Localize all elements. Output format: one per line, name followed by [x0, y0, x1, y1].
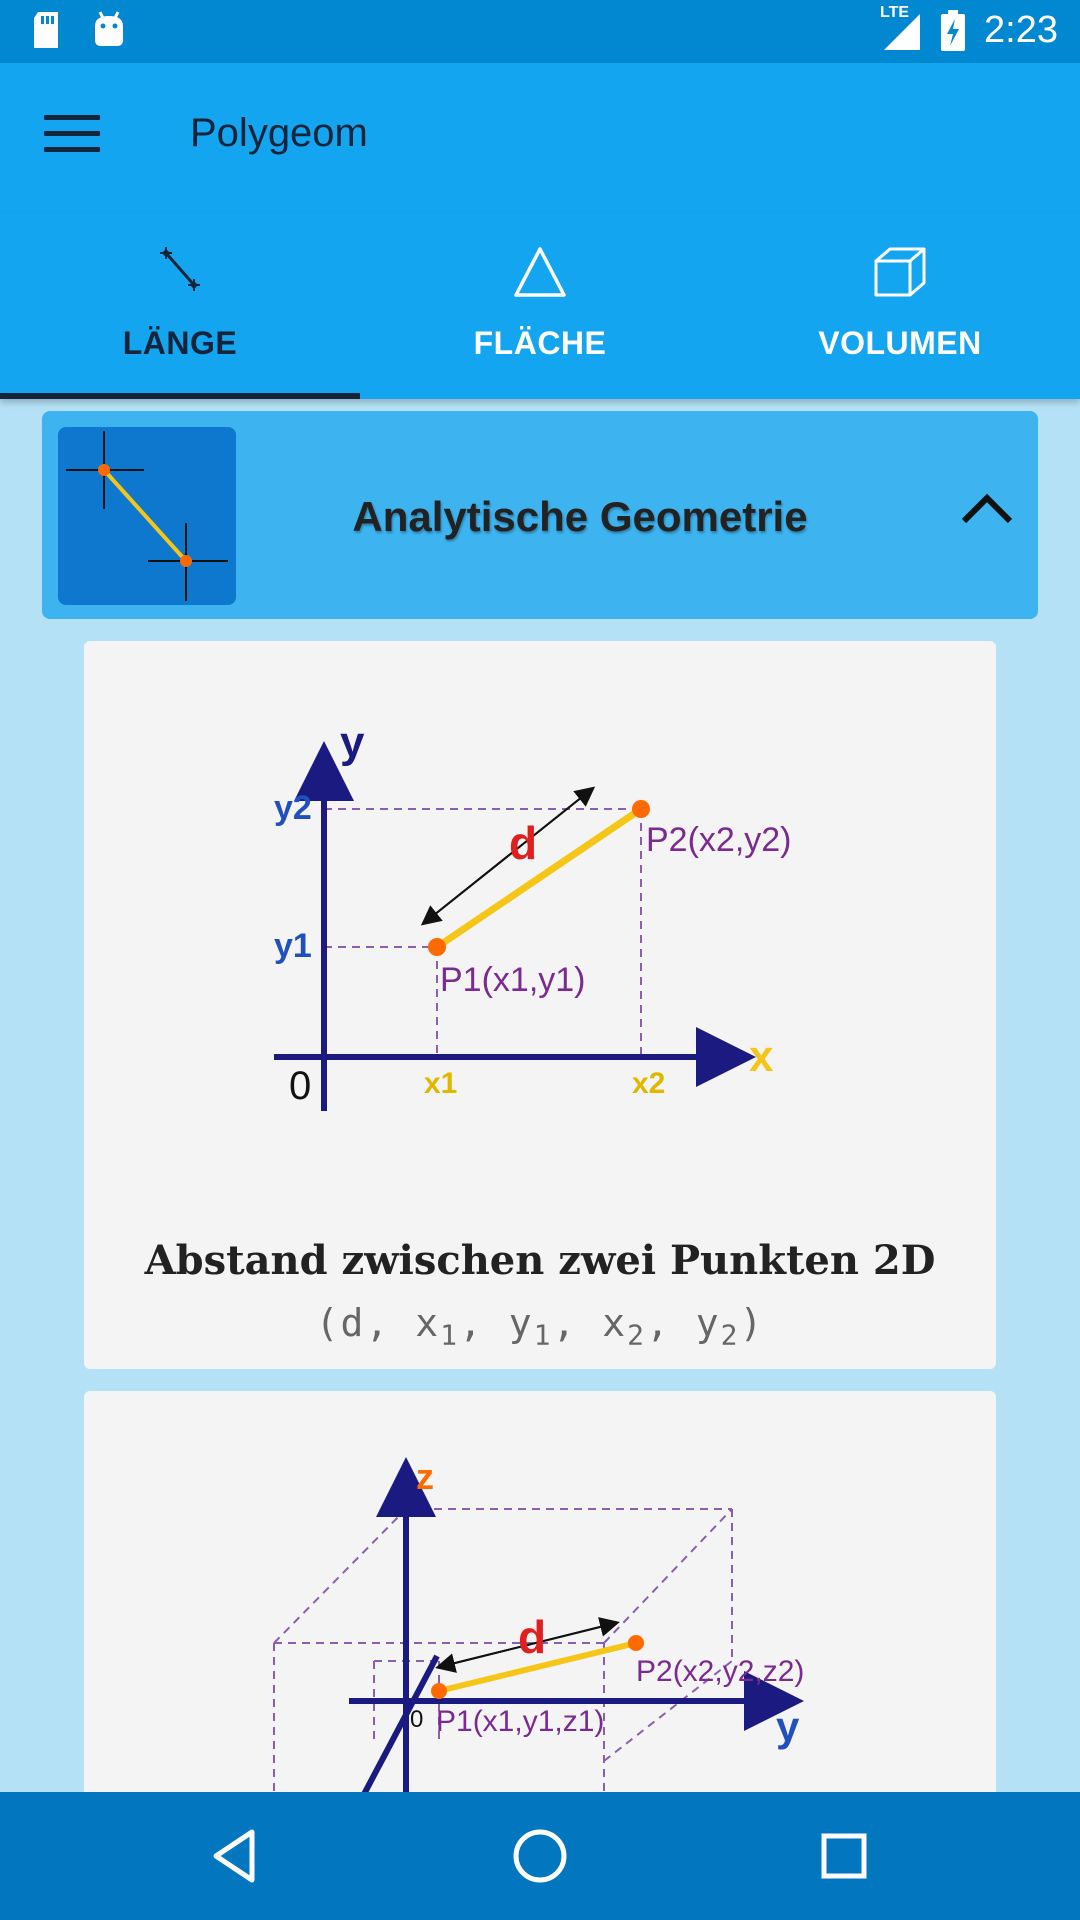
- p2-label: P2(x2,y2): [646, 821, 792, 859]
- recents-icon[interactable]: [812, 1824, 876, 1888]
- p2-label: P2(x2,y2,z2): [636, 1655, 805, 1688]
- system-nav-bar: [0, 1792, 1080, 1920]
- card-distance-3d[interactable]: [84, 1391, 996, 1792]
- card-distance-2d[interactable]: [84, 641, 996, 1369]
- card-title: Abstand zwischen zwei Punkten 2D: [144, 1237, 936, 1284]
- axis-y-label: y: [340, 718, 365, 767]
- y1-label: y1: [274, 927, 312, 965]
- app-title: Polygeom: [190, 111, 368, 155]
- home-icon[interactable]: [508, 1824, 572, 1888]
- tab-bar: [0, 213, 1080, 399]
- section-header-analytische-geometrie[interactable]: [42, 411, 1038, 619]
- triangle-icon: [510, 241, 570, 301]
- section-title: Analytische Geometrie: [352, 493, 808, 540]
- status-bar: [0, 0, 1080, 63]
- signal-icon: [878, 4, 922, 52]
- param-d: d: [340, 1301, 366, 1345]
- distance-2d-diagram: [84, 641, 996, 1161]
- distance-label: d: [518, 1611, 547, 1663]
- axis-x-label: x: [749, 1032, 774, 1081]
- x2-label: x2: [632, 1067, 666, 1100]
- network-type-label: LTE: [880, 4, 910, 21]
- axis-z-label: z: [416, 1456, 434, 1497]
- origin-label: 0: [289, 1064, 312, 1108]
- hamburger-menu-icon[interactable]: [44, 115, 100, 155]
- tab-label: FLÄCHE: [473, 325, 607, 361]
- tab-label: VOLUMEN: [818, 325, 982, 361]
- distance-3d-diagram: [84, 1391, 996, 1792]
- line-segment-icon: [150, 241, 210, 301]
- y2-label: y2: [274, 789, 312, 827]
- status-time: 2:23: [984, 8, 1058, 51]
- p1-label: P1(x1,y1,z1): [436, 1705, 605, 1738]
- chevron-up-icon[interactable]: [960, 489, 1014, 529]
- tab-label: LÄNGE: [122, 325, 238, 361]
- back-icon[interactable]: [204, 1824, 268, 1888]
- origin-label: 0: [410, 1706, 424, 1733]
- tab-volumen[interactable]: [720, 213, 1080, 399]
- axis-y-label: y: [776, 1703, 800, 1750]
- tab-laenge[interactable]: [0, 213, 360, 399]
- app-bar: [0, 63, 1080, 213]
- android-debug-icon: [92, 10, 126, 50]
- x1-label: x1: [424, 1067, 458, 1100]
- distance-label: d: [509, 817, 538, 869]
- battery-charging-icon: [940, 8, 966, 52]
- section-thumbnail: [58, 427, 236, 605]
- cube-icon: [870, 241, 930, 301]
- sd-card-icon: [30, 10, 62, 50]
- p1-label: P1(x1,y1): [440, 961, 586, 999]
- tab-flaeche[interactable]: [360, 213, 720, 399]
- content-scroll[interactable]: [0, 399, 1080, 1792]
- card-params: (d, $x_1$, $y_1$, $x_2$, $y_2$): [315, 1301, 765, 1352]
